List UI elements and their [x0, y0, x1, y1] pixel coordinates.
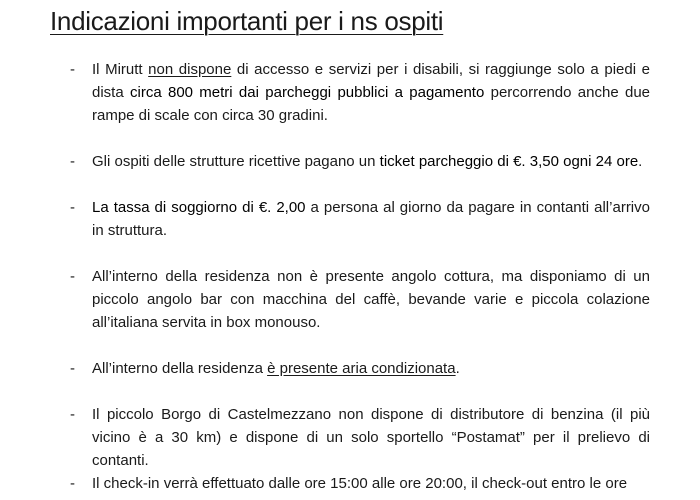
underlined-text: non dispone [148, 61, 232, 78]
bullet-dash: - [70, 475, 75, 492]
text-run: All’interno della residenza non è presente angolo cottura, ma disponiamo di un piccolo angolo bar con macchina del caffè, bevande varie e piccola colazione all’italiana servita in box monouso. [92, 268, 650, 331]
item-text [92, 403, 650, 472]
bullet-dash: - [70, 406, 75, 423]
list-item-village-services [70, 403, 650, 472]
text-run: Il check-in verrà effettuato dalle ore 15:00 alle ore 20:00, il check-out entro le ore [92, 475, 628, 492]
list-item-check-in [70, 472, 650, 495]
item-text [92, 472, 650, 495]
bullet-dash: - [70, 153, 75, 170]
text-run: Il Mirutt [92, 61, 149, 78]
item-text [92, 196, 650, 242]
bullet-dash: - [70, 268, 75, 285]
text-run: a persona al giorno da pagare in contanti all’arrivo in struttura. [92, 199, 650, 239]
bullet-dash: - [70, 360, 75, 377]
bullet-dash: - [70, 61, 75, 78]
list-item-kitchen [70, 265, 650, 334]
underlined-text: è presente aria condizionata [267, 360, 456, 377]
emphasized-text: La tassa di soggiorno di €. 2,00 [92, 199, 306, 216]
text-run: Gli ospiti delle strutture ricettive pagano un [92, 153, 380, 170]
item-text [92, 58, 650, 127]
list-item-tourist-tax [70, 196, 650, 242]
text-run: Il piccolo Borgo di Castelmezzano non dispone di distributore di benzina (il più vicino è a 30 km) e dispone di un solo sportello “Postamat” per il prelievo di contanti. [92, 406, 650, 469]
text-run: All’interno della residenza [92, 360, 268, 377]
text-run: di accesso e servizi per i disabili, si raggiunge solo a piedi e dista [92, 61, 650, 101]
list-item-parking-ticket [70, 150, 650, 173]
list-item-accessibility [70, 58, 650, 127]
item-text [92, 357, 650, 380]
text-run: . [455, 360, 460, 377]
page-title: Indicazioni importanti per i ns ospiti [50, 6, 444, 36]
emphasized-text: ticket parcheggio di €. 3,50 ogni 24 ore [379, 153, 639, 170]
item-text [92, 265, 650, 334]
bullet-dash: - [70, 199, 75, 216]
emphasized-text: circa 800 metri dai parcheggi pubblici a pagamento [130, 84, 485, 101]
item-text [92, 150, 650, 173]
list-item-air-conditioning [70, 357, 650, 380]
text-run: . [638, 153, 643, 170]
text-run: percorrendo anche due rampe di scale con circa 30 gradini. [92, 84, 650, 124]
